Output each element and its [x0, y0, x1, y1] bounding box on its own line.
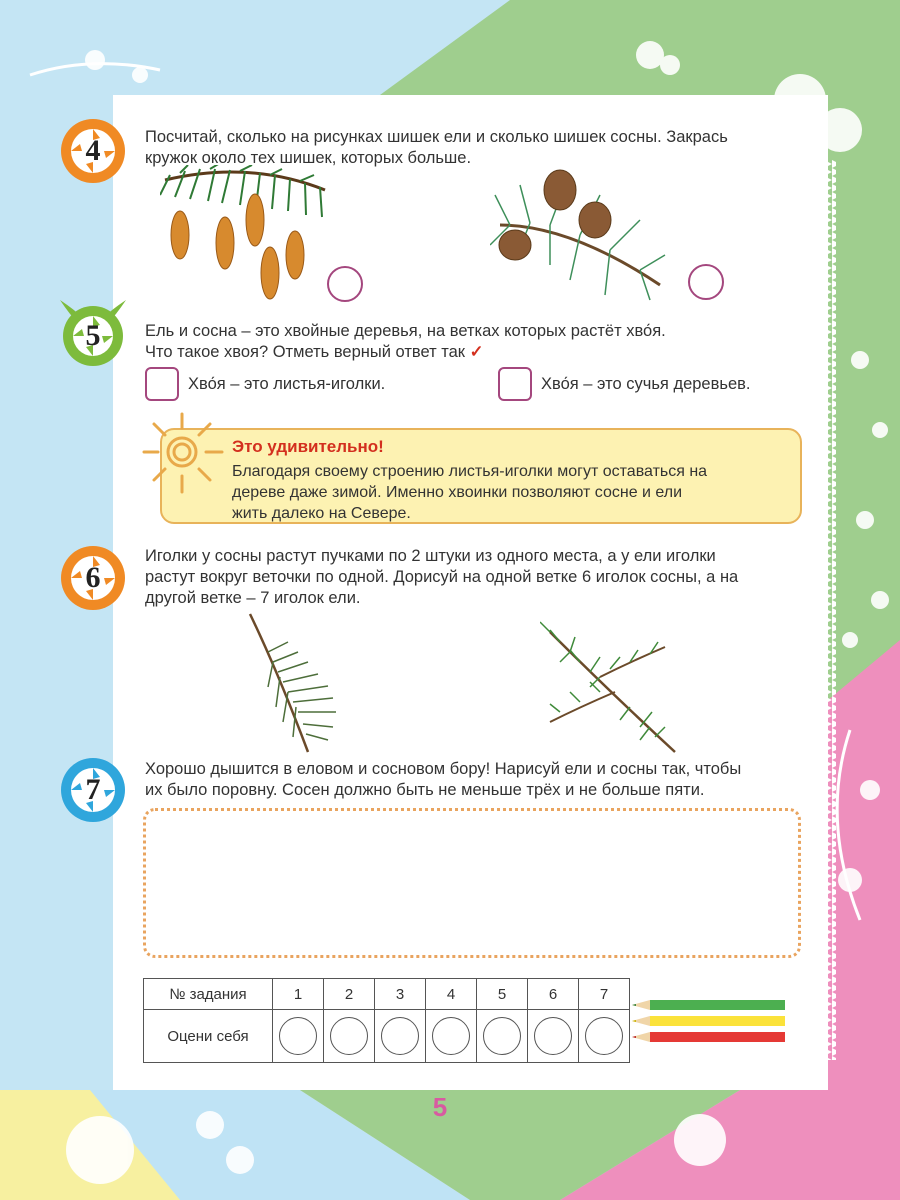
option-1-label: Хво́я – это листья-иголки. — [188, 375, 386, 393]
task-4-line-1: Посчитай, сколько на рисунках шишек ели и сколько шишек сосны. Закрась — [145, 128, 728, 146]
spruce-branch-picture — [540, 612, 685, 757]
task-7-badge — [60, 757, 126, 823]
task-5-badge — [60, 300, 126, 366]
self-rating-header: Оцени себя — [144, 1010, 273, 1063]
spruce-answer-circle[interactable] — [327, 266, 363, 302]
sun-icon — [140, 410, 230, 500]
self-assessment-table — [143, 978, 630, 1063]
task-number-cell: 6 — [528, 979, 579, 1010]
task-number-cell: 1 — [273, 979, 324, 1010]
option-2-label: Хво́я – это сучья деревьев. — [541, 375, 751, 393]
task-6-line-1: Иголки у сосны растут пучками по 2 штуки из одного места, а у ели иголки — [145, 547, 716, 565]
rating-cell — [477, 1010, 528, 1063]
task-4-badge — [60, 118, 126, 184]
rating-circle[interactable] — [432, 1017, 470, 1055]
task-4-number: 4 — [85, 134, 101, 167]
task-5-number: 5 — [85, 319, 101, 352]
rating-circle[interactable] — [279, 1017, 317, 1055]
task-5-text — [145, 321, 666, 363]
task-number-cell: 5 — [477, 979, 528, 1010]
rating-circle[interactable] — [381, 1017, 419, 1055]
task-5-line-1: Ель и сосна – это хвойные деревья, на ветках которых растёт хво́я. — [145, 322, 666, 340]
task-number-cell: 7 — [579, 979, 630, 1010]
option-2-checkbox[interactable] — [498, 367, 532, 401]
task-7-text — [145, 759, 741, 801]
task-number-cell: 3 — [375, 979, 426, 1010]
task-6-text — [145, 546, 738, 609]
fact-text: Благодаря своему строению листья-иголки могут оставаться на дереве даже зимой. Именно хвоинки позволяют сосне и ели жить далеко на Севере. — [232, 463, 708, 522]
rating-cell — [579, 1010, 630, 1063]
colored-pencils-icon — [632, 995, 790, 1051]
rating-circle[interactable] — [483, 1017, 521, 1055]
option-1-checkbox[interactable] — [145, 367, 179, 401]
spruce-cones-picture — [160, 165, 330, 305]
task-6-line-3: другой ветке – 7 иголок ели. — [145, 589, 361, 607]
rating-circle[interactable] — [534, 1017, 572, 1055]
pine-branch-picture — [248, 612, 348, 757]
task-6-number: 6 — [85, 561, 101, 594]
rating-cell — [375, 1010, 426, 1063]
task-number-cell: 2 — [324, 979, 375, 1010]
task-number-cell: 4 — [426, 979, 477, 1010]
task-number-header: № задания — [144, 979, 273, 1010]
fact-title: Это удивительно! — [232, 437, 384, 456]
rating-cell — [426, 1010, 477, 1063]
task-6-badge — [60, 545, 126, 611]
pine-answer-circle[interactable] — [688, 264, 724, 300]
task-5-line-2: Что такое хвоя? Отметь верный ответ так ✓ — [145, 343, 484, 361]
task-7-number: 7 — [85, 773, 101, 806]
page-number: 5 — [432, 1092, 448, 1122]
pine-cones-picture — [490, 165, 670, 305]
rating-cell — [273, 1010, 324, 1063]
task-7-line-2: их было поровну. Сосен должно быть не меньше трёх и не больше пяти. — [145, 781, 705, 799]
task-6-line-2: растут вокруг веточки по одной. Дорисуй на одной ветке 6 иголок сосны, а на — [145, 568, 739, 586]
rating-cell — [528, 1010, 579, 1063]
task-4-text — [145, 127, 728, 169]
task-7-line-1: Хорошо дышится в еловом и сосновом бору! Нарисуй ели и сосны так, чтобы — [145, 760, 742, 778]
task-4-line-2: кружок около тех шишек, которых больше. — [145, 149, 472, 167]
drawing-area[interactable] — [143, 808, 801, 958]
rating-circle[interactable] — [585, 1017, 623, 1055]
check-mark-icon: ✓ — [469, 343, 484, 361]
rating-circle[interactable] — [330, 1017, 368, 1055]
rating-cell — [324, 1010, 375, 1063]
